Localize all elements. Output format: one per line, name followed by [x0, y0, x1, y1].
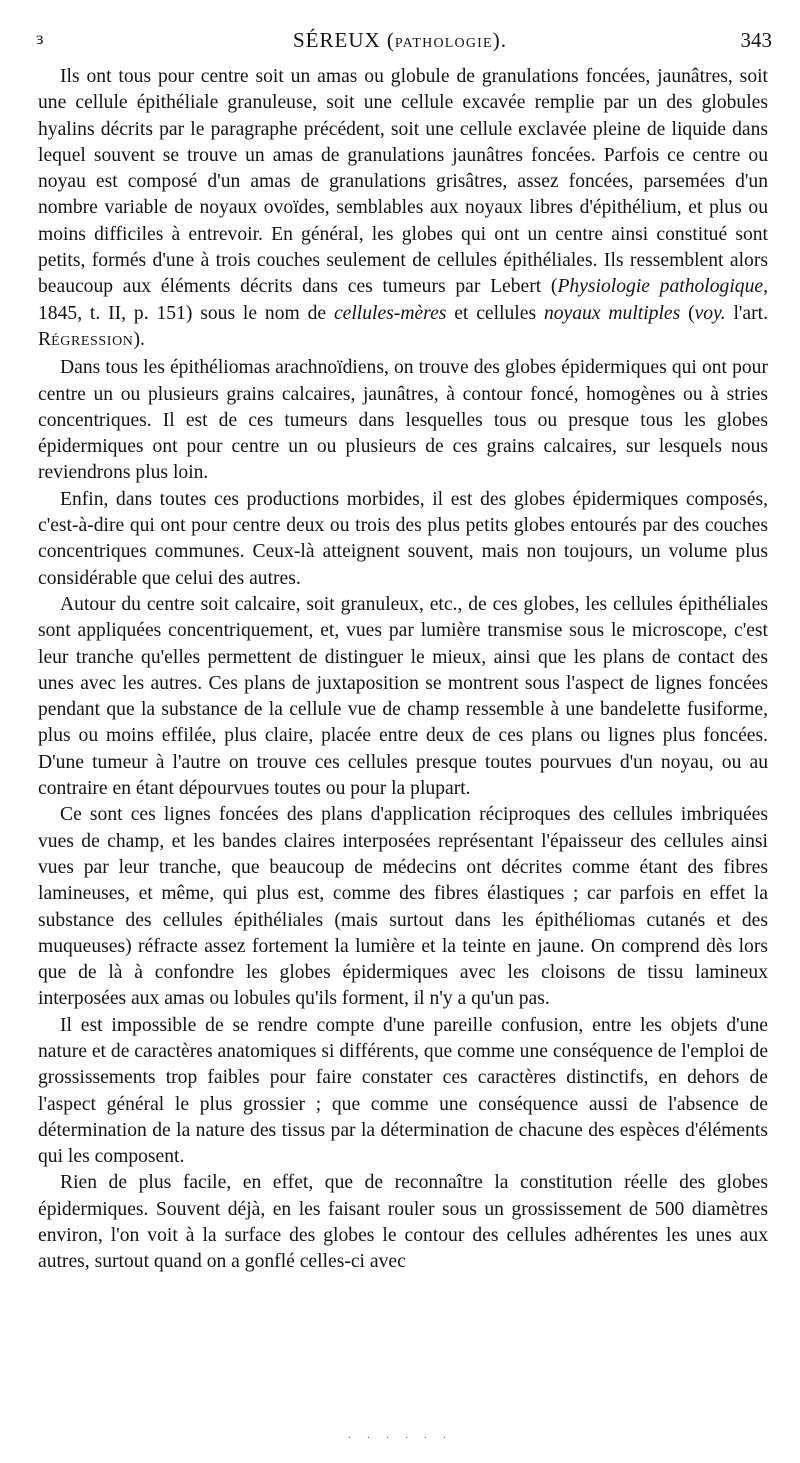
p1-italic-work-title: Physiologie pathologique [557, 276, 764, 298]
paragraph-6: Il est impossible de se rendre compte d'une pareille confusion, entre les objets d'une nature et de caractères anatomiques si différents, que comme une conséquence de l'emploi de grossissements trop faibles pour faire constater ces caractères distinctifs, en dehors de l'aspect général le plus grossier ; que comme une conséquence aussi de l'absence de détermination de la nature des tissus par la détermination de chacune des espèces d'éléments qui les composent. [38, 1014, 769, 1168]
p1-italic-voy: voy. [694, 302, 726, 324]
p1-italic-noyaux-multiples: noyaux multiples [543, 302, 681, 324]
header-title-small-caps: PATHOLOGIE [394, 36, 493, 51]
p1-italic-cellules-meres: cellules-mères [333, 302, 447, 324]
paragraph-1 [38, 64, 768, 355]
p1-text-b: , 1845, t. II, p. 151) sous le nom de [38, 276, 768, 324]
header-left-mark: ɜ [36, 28, 44, 48]
p1-text-e: l'art. R [38, 302, 768, 350]
p1-text-a: Ils ont tous pour centre soit un amas ou globule de granulations foncées, jaunâtres, soit une cellule épithéliale granuleuse, soit une cellule excavée remplie par un des globules hyalins décrits par le paragraphe précédent, soit une cellule exclavée pleine de liquide dans lequel souvent se trouve un amas de granulations jaunâtres foncées. Parfois ce centre ou noyau est composé d'un amas de granulations grisâtres, assez foncées, parsemées d'un nombre variable de noyaux ovoïdes, semblables aux noyaux libres d'épithélium, et plus ou moins difficiles à entrevoir. En général, les globes qui ont un centre ainsi constitué sont petits, formés d'une à trois couches seulement de cellules épithéliales. Ils ressemblent alors beaucoup aux éléments décrits dans ces tumeurs par Lebert ( [38, 66, 768, 298]
footer-specks: · · · · · · [347, 1430, 453, 1444]
p1-text-d: ( [680, 302, 695, 324]
p1-small-caps-regression: ÉGRESSION [51, 333, 134, 349]
page-number: 343 [740, 28, 772, 52]
paragraph-7: Rien de plus facile, en effet, que de reconnaître la constitution réelle des globes épidermiques. Souvent déjà, en les faisant rouler sous un grossissement de 500 diamètres environ, l'on voit à la surface des globes le contour des cellules adhérentes les unes aux autres, surtout quand on a gonflé celles-ci avec [38, 1172, 768, 1273]
paragraph-4: Autour du centre soit calcaire, soit granuleux, etc., de ces globes, les cellules épithéliales sont appliquées concentriquement, et, vues par lumière transmise sous le microscope, c'est leur tranche qu'elles permettent de distinguer le mieux, ainsi que les plans de contact des unes avec les autres. Ces plans de juxtaposition se montrent sous l'aspect de lignes foncées pendant que la substance de la cellule vue de champ ressemble à une bandelette fusiforme, plus ou moins effilée, plus claire, placée entre deux de ces plans ou lignes plus foncées. D'une tumeur à l'autre on trouve ces cellules presque toutes pourvues d'un noyau, ou au contraire en étant dépourvues toutes ou pour la plupart. [38, 593, 768, 800]
paragraph-2: Dans tous les épithéliomas arachnoïdiens, on trouve des globes épidermiques qui ont pour centre un ou plusieurs grains calcaires, jaunâtres, à contour foncé, homogènes ou à stries concentriques. Il est de ces tumeurs dans lesquelles tous ou presque tous les globes épidermiques ont pour centre un ou plusieurs de ces grains calcaires, sur lesquels nous reviendrons plus loin. [38, 357, 768, 484]
paragraph-5: Ce sont ces lignes foncées des plans d'application réciproques des cellules imbriquées vues de champ, et les bandes claires interposées représentant l'épaisseur des cellules ainsi vues par leur tranche, que beaucoup de médecins ont décrites comme étant des fibres lamineuses, et même, qui plus est, comme des fibres élastiques ; car parfois en effet la substance des cellules épithéliales (mais surtout dans les épithéliomas cutanés et des muqueuses) réfracte assez fortement la lumière et la teinte en jaune. On comprend dès lors que de là à confondre les globes épidermiques avec les cloisons de tissu lamineux interposées aux amas ou lobules qu'ils forment, il n'y a qu'un pas. [38, 804, 768, 1010]
header-title-main: SÉREUX ( [293, 28, 395, 52]
p1-text-f: ). [133, 328, 145, 350]
running-header [0, 28, 800, 58]
header-title [0, 28, 800, 53]
body-text [38, 64, 768, 1276]
header-title-end: ). [492, 28, 507, 52]
p1-text-c: et cellules [446, 302, 544, 324]
paragraph-3: Enfin, dans toutes ces productions morbides, il est des globes épidermiques composés, c'est-à-dire qui ont pour centre deux ou trois des plus petits globes entourés par des couches concentriques communes. Ceux-là atteignent souvent, mais non toujours, un volume plus considérable que celui des autres. [38, 488, 768, 589]
